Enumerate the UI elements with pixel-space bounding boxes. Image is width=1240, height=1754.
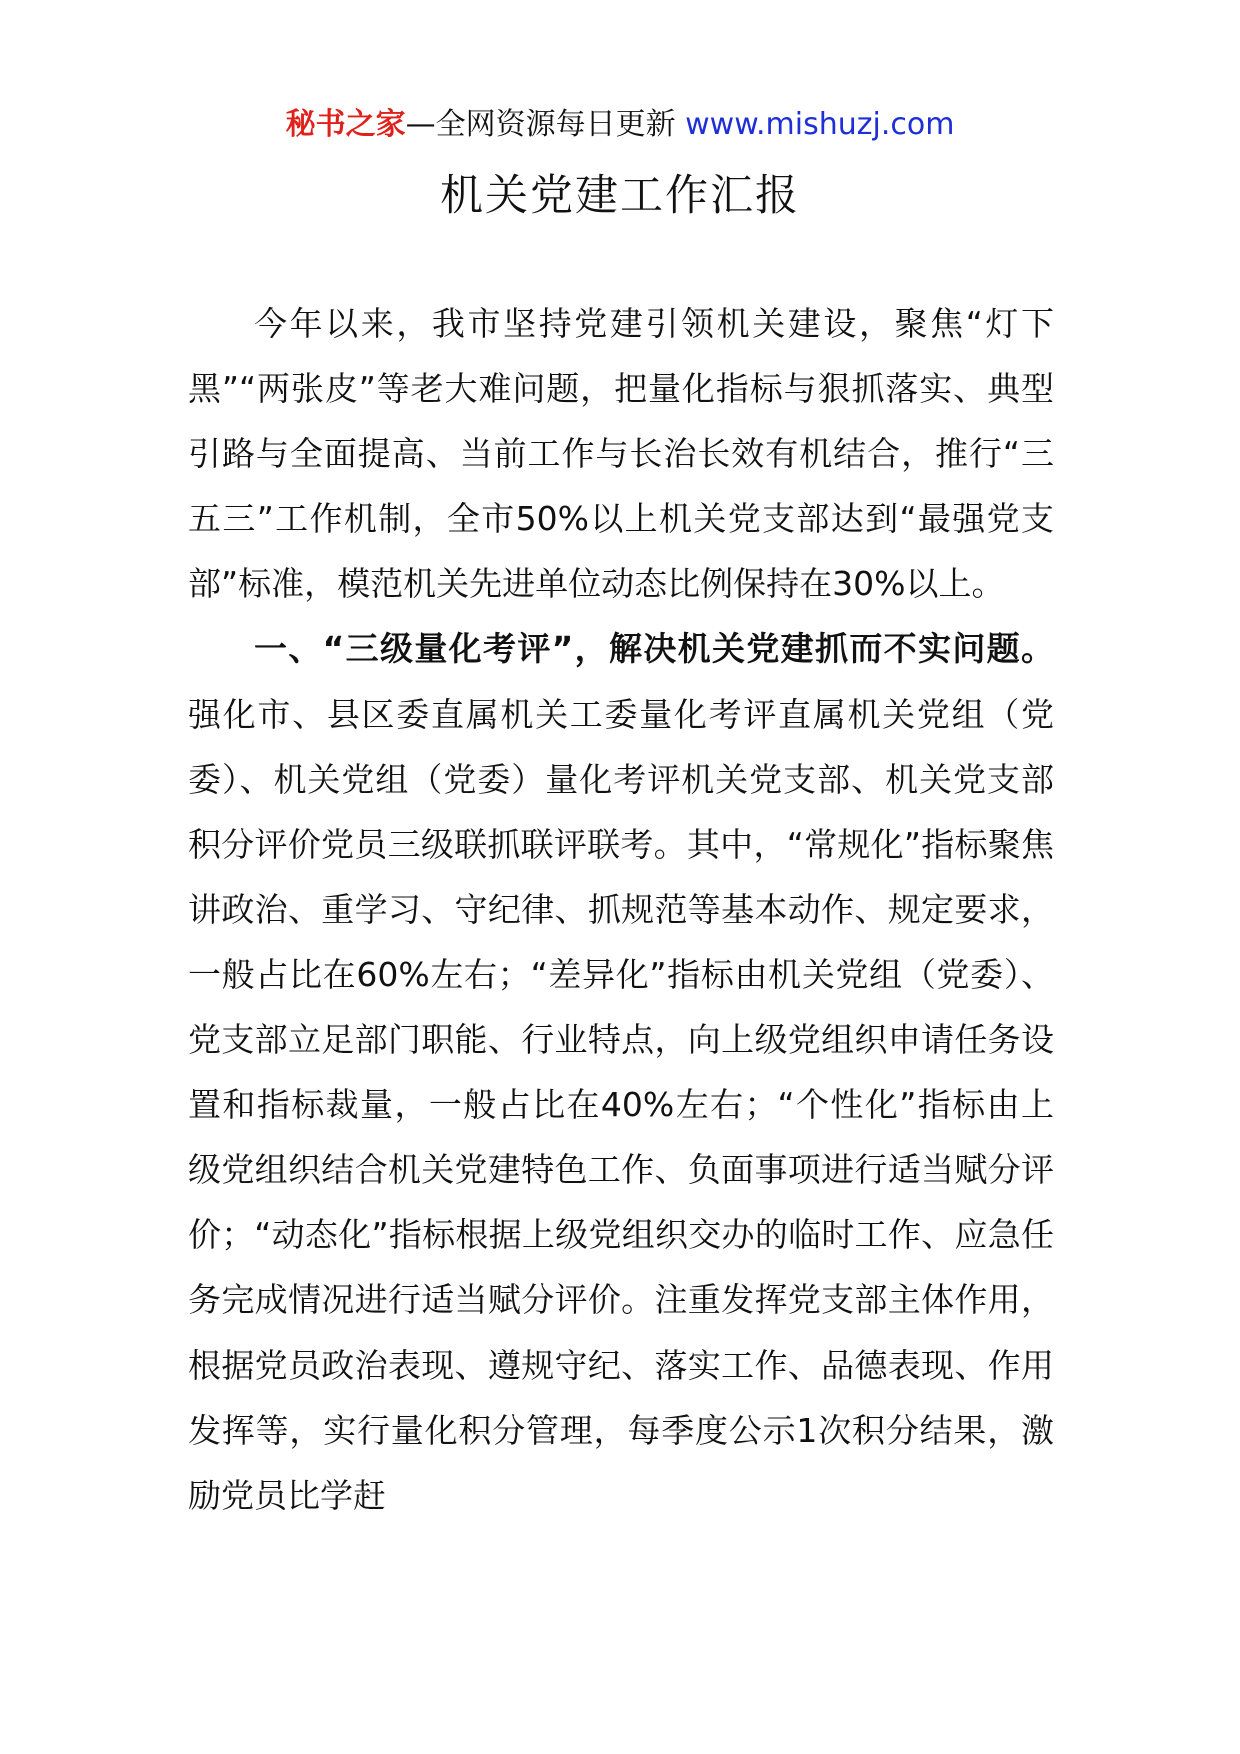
document-body [188, 291, 1054, 1528]
paragraph-text: 强化市、县区委直属机关工委量化考评直属机关党组（党委）、机关党组（党委）量化考评机关党支部、机关党支部积分评价党员三级联抓联评联考。其中，“常规化”指标聚焦讲政治、重学习、守纪律、抓规范等基本动作、规定要求，一般占比在60%左右；“差异化”指标由机关党组（党委）、党支部立足部门职能、行业特点，向上级党组织申请任务设置和指标裁量，一般占比在40%左右；“个性化”指标由上级党组织结合机关党建特色工作、负面事项进行适当赋分评价；“动态化”指标根据上级党组织交办的临时工作、应急任务完成情况进行适当赋分评价。注重发挥党支部主体作用，根据党员政治表现、遵规守纪、落实工作、品德表现、作用发挥等，实行量化积分管理，每季度公示1次积分结果，激励党员比学赶 [188, 694, 1054, 1515]
paragraph-intro [188, 291, 1054, 616]
header-tagline: —全网资源每日更新 [405, 107, 686, 142]
site-header [0, 103, 1240, 147]
site-url-link[interactable]: www.mishuzj.com [685, 107, 955, 142]
paragraph-text: 今年以来，我市坚持党建引领机关建设，聚焦“灯下黑”“两张皮”等老大难问题，把量化指标与狠抓落实、典型引路与全面提高、当前工作与长治长效有机结合，推行“三五三”工作机制，全市50%以上机关党支部达到“最强党支部”标准，模范机关先进单位动态比例保持在30%以上。 [188, 304, 1054, 604]
document-title: 机关党建工作汇报 [440, 171, 800, 221]
paragraph-heading: 一、“三级量化考评”，解决机关党建抓而不实问题。 [254, 629, 1054, 669]
brand-name: 秘书之家 [285, 107, 406, 142]
paragraph-section-1 [188, 616, 1054, 1527]
